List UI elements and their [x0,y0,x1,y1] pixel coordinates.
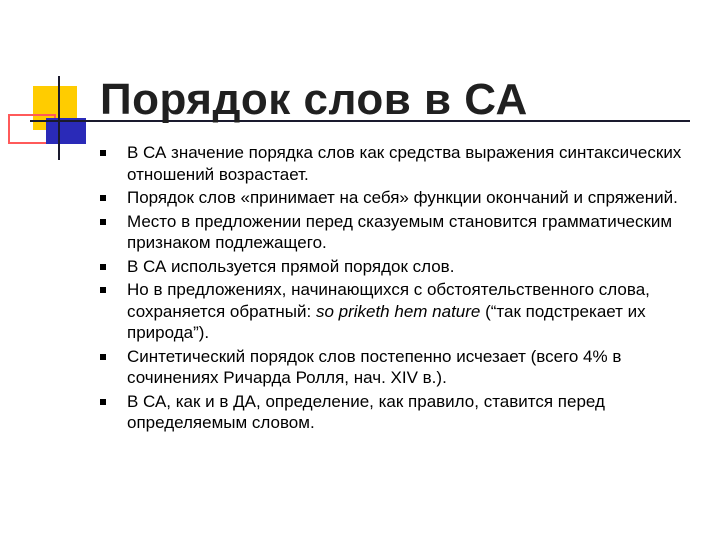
decor-vertical-line [58,76,60,160]
bullet-text: В СА значение порядка слов как средства выражения синтаксических отношений возрастает. [127,143,682,184]
list-item [96,391,706,434]
bullet-italic-quote: so priketh hem nature [315,301,481,321]
bullet-text-after: (“так подстрекает их природа”). [127,301,646,342]
list-item [96,256,706,278]
bullet-text: Место в предложении перед сказуемым становится грамматическим признаком подлежащего. [127,211,673,252]
square-bullet-icon [100,354,106,360]
square-bullet-icon [100,287,106,293]
bullet-text: В СА, как и в ДА, определение, как правило, ставится перед определяемым словом. [127,391,605,432]
square-bullet-icon [100,150,106,156]
bullet-text: В СА используется прямой порядок слов. [127,256,455,276]
bullet-text-before: Но в предложениях, начинающихся с обстоятельственного слова, сохраняется обратный: [127,280,650,321]
bullet-text: Порядок слов «принимает на себя» функции окончаний и спряжений. [127,188,678,207]
list-item [96,211,706,254]
square-bullet-icon [100,399,106,405]
square-bullet-icon [100,264,106,270]
bullet-text: Синтетический порядок слов постепенно исчезает (всего 4% в сочинениях Ричарда Ролля, нач. XIV в.). [127,346,622,387]
list-item [96,279,706,344]
list-item [96,346,706,389]
square-bullet-icon [100,219,106,225]
slide-title: Порядок слов в СА [100,75,528,124]
list-item [96,187,706,209]
square-bullet-icon [100,195,106,201]
list-item [96,142,706,185]
bullet-list [96,142,706,436]
